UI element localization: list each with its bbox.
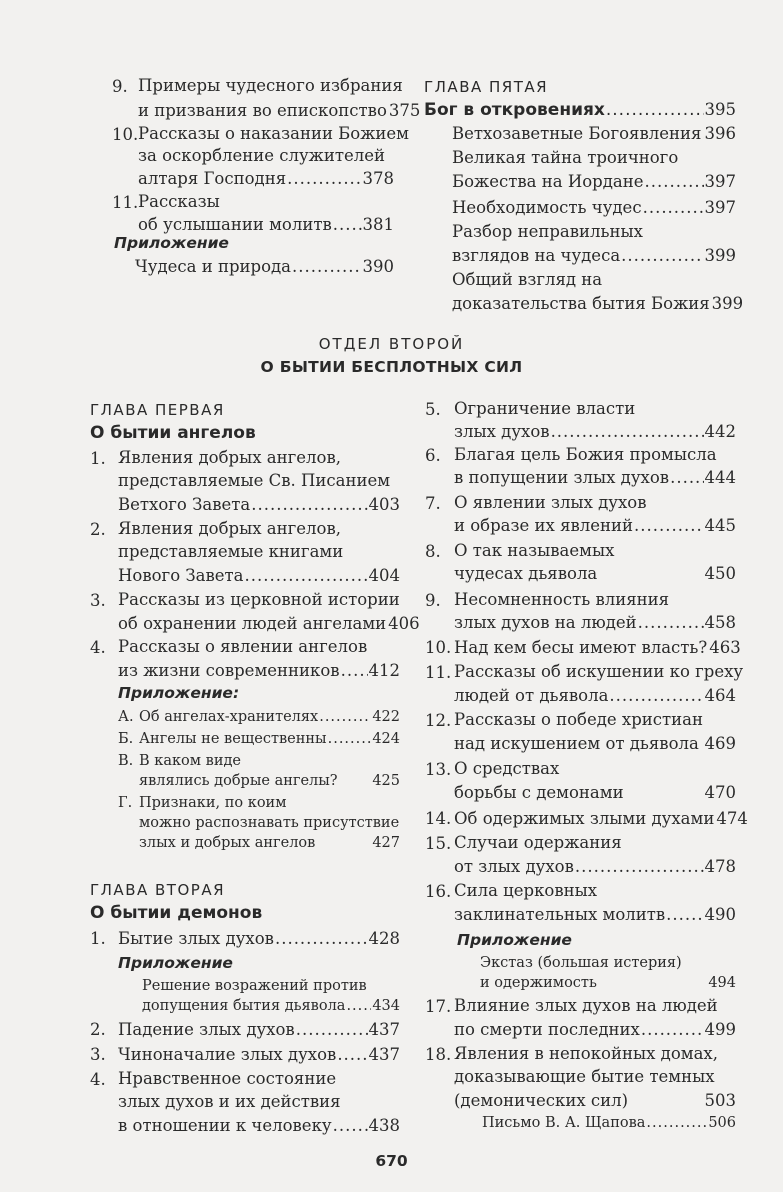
toc-entry-title: и образе их явлений [454,516,634,535]
toc-item-text: представляемые Св. Писанием [118,471,391,490]
page-number: 399 [711,294,744,313]
toc-item-text: О так называемых [454,541,615,560]
toc-entry-line[interactable] [454,1019,736,1041]
toc-entry-title: взглядов на чудеса [452,246,621,265]
page-number: 445 [704,516,736,535]
leader-dots [346,995,371,1017]
page-number: 437 [368,1020,400,1039]
section-caption: ОТДЕЛ ВТОРОЙ [318,335,465,353]
toc-item-text: Общий взгляд на [452,270,603,289]
toc-entry-line[interactable] [454,782,736,804]
toc-entry-title: чудесах дьявола [454,564,598,583]
toc-item-text: Явления добрых ангелов, [118,448,341,467]
leader-dots [638,612,704,634]
page-number: 428 [368,929,400,948]
leader-dots [666,904,703,926]
toc-item-text: Рассказы [138,192,220,211]
toc-entry-line[interactable] [118,613,420,635]
toc-entry-line[interactable] [454,421,736,443]
toc-entry-line[interactable] [452,245,736,267]
toc-item-text: Рассказы о явлении ангелов [118,637,368,656]
appendix-heading: Приложение [118,954,233,972]
leader-dots [641,1019,704,1041]
toc-item-number: 17. [425,997,452,1016]
leader-dots [296,1019,368,1041]
toc-entry-line[interactable] [454,733,736,755]
chapter-title: Бог в откровениях [424,100,605,120]
toc-entry-title: об охранении людей ангелами [118,614,387,633]
toc-entry-line[interactable] [454,563,736,585]
page-number: 404 [368,566,400,585]
toc-entry-line[interactable] [118,928,400,950]
leader-dots [551,421,704,443]
chapter-title-line[interactable] [424,99,736,121]
toc-item-text: Решение возражений против [142,978,367,994]
page-number: 381 [362,215,394,234]
toc-entry-line[interactable] [118,660,400,682]
toc-item-number: 11. [425,663,452,682]
toc-item-text: Явления добрых ангелов, [118,519,341,538]
toc-entry-title: и призвания во епископство [138,101,387,120]
toc-item-number: 11. [112,193,139,212]
toc-entry-title: от злых духов [454,857,574,876]
toc-entry-title: Ветхого Завета [118,495,251,514]
page-number: 434 [372,998,400,1014]
toc-entry-line[interactable] [454,515,736,537]
toc-entry-line[interactable] [138,100,421,122]
toc-entry-title: из жизни современников [118,661,340,680]
toc-item-number: 18. [425,1045,452,1064]
page-number: 442 [704,422,736,441]
page-number: 397 [704,172,736,191]
page-number: 499 [704,1020,736,1039]
leader-dots [646,1112,707,1134]
toc-item-number: 12. [425,711,452,730]
toc-entry-line[interactable] [454,1090,736,1112]
toc-item-text: Рассказы из церковной истории [118,590,400,609]
toc-item-number: 3. [90,1045,106,1064]
chapter-caption: ГЛАВА ПЯТАЯ [424,78,549,96]
toc-item-number: 1. [90,449,106,468]
toc-entry-title: Над кем бесы имеют власть? [454,638,708,657]
toc-item-number: 15. [425,834,452,853]
toc-entry-title: людей от дьявола [454,686,609,705]
page-number: 458 [704,613,736,632]
toc-item-text: Случаи одержания [454,833,622,852]
toc-entry-line[interactable] [454,637,741,659]
appendix-heading: Приложение [114,234,229,252]
page-number: 424 [372,731,400,747]
toc-item-text: Примеры чудесного избрания [138,76,403,95]
toc-item-text: Ограничение власти [454,399,636,418]
chapter-title: О бытии демонов [90,903,263,923]
toc-item-number: 9. [425,591,441,610]
toc-item-text: Несомненность влияния [454,590,670,609]
page-number: 396 [704,124,736,143]
toc-entry-line[interactable] [139,832,400,854]
page-number: 464 [704,686,736,705]
toc-entry-title: (демонических сил) [454,1091,629,1110]
toc-item-text: Благая цель Божия промысла [454,445,717,464]
toc-item-text: О явлении злых духов [454,493,647,512]
leader-dots [341,660,368,682]
toc-entry-title: над искушением от дьявола [454,734,699,753]
toc-entry-title: Письмо В. А. Щапова [482,1115,646,1131]
page-number: 427 [372,835,400,851]
toc-entry-line[interactable] [142,995,400,1017]
toc-entry-line[interactable] [454,612,736,634]
toc-item-text: можно распознавать присутствие [139,815,400,831]
toc-item-number: 14. [425,809,452,828]
leader-dots [328,728,372,750]
leader-dots [333,214,362,236]
toc-item-text: В каком виде [139,753,241,769]
leader-dots [670,467,703,489]
page-number: 412 [368,661,400,680]
toc-item-number: А. [118,709,134,725]
page-number: 438 [368,1116,400,1135]
page-number: 469 [704,734,736,753]
toc-entry-line[interactable] [452,123,736,145]
toc-item-text: Рассказы о победе христиан [454,710,703,729]
toc-item-number: 7. [425,494,441,513]
page-number: 437 [368,1045,400,1064]
page-number: 378 [362,169,394,188]
toc-item-number: 1. [90,929,106,948]
page-number-footer: 670 [375,1152,408,1170]
toc-item-number: 4. [90,638,106,657]
page-number: 425 [372,773,400,789]
toc-entry-title: заклинательных молитв [454,905,666,924]
toc-entry-title: допущения бытия дьявола [142,998,346,1014]
appendix-heading: Приложение: [118,684,240,702]
toc-item-text: Признаки, по коим [139,795,287,811]
toc-entry-title: злых духов на людей [454,613,637,632]
leader-dots [609,685,703,707]
leader-dots [575,856,704,878]
toc-item-text: Нравственное состояние [118,1069,337,1088]
page-number: 506 [708,1115,736,1131]
toc-entry-line[interactable] [118,565,400,587]
toc-item-text: Рассказы о наказании Божием [138,124,410,143]
toc-item-text: за оскорбление служителей [138,146,385,165]
toc-item-number: Г. [118,795,133,811]
toc-entry-line[interactable] [454,467,736,489]
page-number: 444 [704,468,736,487]
toc-entry-line[interactable] [452,293,744,315]
toc-item-number: 5. [425,400,441,419]
toc-entry-line[interactable] [454,808,748,830]
toc-entry-title: злых духов [454,422,550,441]
toc-entry-title: по смерти последних [454,1020,640,1039]
leader-dots [644,171,703,193]
chapter-caption: ГЛАВА ПЕРВАЯ [90,401,225,419]
toc-entry-title: Ангелы не вещественны [139,731,327,747]
toc-item-text: Сила церковных [454,881,598,900]
toc-item-number: 4. [90,1070,106,1089]
page-number: 494 [708,975,736,991]
page-number: 397 [704,198,736,217]
page-number: 375 [388,101,421,120]
leader-dots [643,197,704,219]
toc-entry-line[interactable] [452,171,736,193]
leader-dots [319,706,371,728]
toc-entry-title: доказательства бытия Божия [452,294,710,313]
leader-dots [621,245,703,267]
leader-dots [634,515,703,537]
page-number: 474 [716,809,748,828]
page-number: 463 [709,638,741,657]
toc-item-text: доказывающие бытие темных [454,1067,715,1086]
page-number: 503 [704,1091,736,1110]
toc-item-number: 2. [90,520,106,539]
toc-entry-line[interactable] [482,1112,736,1134]
toc-entry-line[interactable] [118,1019,400,1041]
toc-item-number: 9. [112,77,128,96]
toc-entry-line[interactable] [454,685,736,707]
toc-item-number: 10. [112,125,139,144]
toc-entry-title: в попущении злых духов [454,468,670,487]
appendix-heading: Приложение [457,931,572,949]
toc-item-number: 3. [90,591,106,610]
leader-dots [275,928,368,950]
page-number: 403 [368,495,400,514]
toc-entry-title: Чудеса и природа [135,257,292,276]
toc-entry-line[interactable] [139,728,400,750]
page-number: 478 [704,857,736,876]
page-number: 470 [704,783,736,802]
toc-item-text: Влияние злых духов на людей [454,996,718,1015]
toc-entry-line[interactable] [139,770,400,792]
leader-dots [292,256,361,278]
leader-dots [333,1115,368,1137]
leader-dots [287,168,361,190]
toc-entry-line[interactable] [454,856,736,878]
toc-entry-title: Ветхозаветные Богоявления [452,124,702,143]
page-number: 450 [704,564,736,583]
toc-entry-title: Нового Завета [118,566,244,585]
toc-entry-line[interactable] [135,256,394,278]
toc-entry-title: борьбы с демонами [454,783,624,802]
toc-item-text: Великая тайна троичного [452,148,679,167]
toc-entry-line[interactable] [139,706,400,728]
page-number: 406 [388,614,420,633]
toc-item-number: 2. [90,1020,106,1039]
toc-entry-title: Об одержимых злыми духами [454,809,715,828]
toc-entry-title: и одержимость [480,975,597,991]
chapter-caption: ГЛАВА ВТОРАЯ [90,881,225,899]
toc-item-number: 6. [425,446,441,465]
toc-item-number: 16. [425,882,452,901]
chapter-title: О бытии ангелов [90,423,256,443]
leader-dots [702,123,703,145]
toc-entry-title: Об ангелах-хранителях [139,709,319,725]
page-number: 490 [704,905,736,924]
toc-item-text: злых духов и их действия [118,1092,341,1111]
page-number: 395 [704,100,736,119]
toc-item-text: представляемые книгами [118,542,344,561]
toc-item-number: 10. [425,638,452,657]
toc-item-text: О средствах [454,759,560,778]
leader-dots [251,494,367,516]
toc-entry-line[interactable] [118,1115,400,1137]
toc-entry-line[interactable] [452,197,736,219]
toc-entry-title: Падение злых духов [118,1020,295,1039]
leader-dots [245,565,368,587]
toc-item-text: Экстаз (большая истерия) [480,955,682,971]
toc-entry-title: в отношении к человеку [118,1116,332,1135]
toc-entry-title: Божества на Иордане [452,172,644,191]
toc-entry-line[interactable] [118,494,400,516]
toc-item-text: Явления в непокойных домах, [454,1044,718,1063]
toc-entry-title: об услышании молитв [138,215,332,234]
toc-item-number: 8. [425,542,441,561]
page-number: 422 [372,709,400,725]
leader-dots [337,1044,367,1066]
toc-item-number: 13. [425,760,452,779]
toc-entry-title: Чиноначалие злых духов [118,1045,337,1064]
toc-entry-line[interactable] [138,168,394,190]
toc-entry-title: Бытие злых духов [118,929,274,948]
toc-item-number: Б. [118,731,134,747]
toc-entry-title: алтаря Господня [138,169,287,188]
page-number: 399 [704,246,736,265]
toc-entry-title: Необходимость чудес [452,198,642,217]
toc-entry-line[interactable] [118,1044,400,1066]
page-number: 390 [362,257,394,276]
toc-entry-title: злых и добрых ангелов [139,835,316,851]
toc-entry-title: являлись добрые ангелы? [139,773,338,789]
section-title: О БЫТИИ БЕСПЛОТНЫХ СИЛ [260,358,523,376]
toc-item-text: Разбор неправильных [452,222,643,241]
toc-item-text: Рассказы об искушении ко греху [454,662,744,681]
toc-entry-line[interactable] [480,972,736,994]
leader-dots [606,99,704,121]
toc-entry-line[interactable] [454,904,736,926]
toc-item-number: В. [118,753,134,769]
